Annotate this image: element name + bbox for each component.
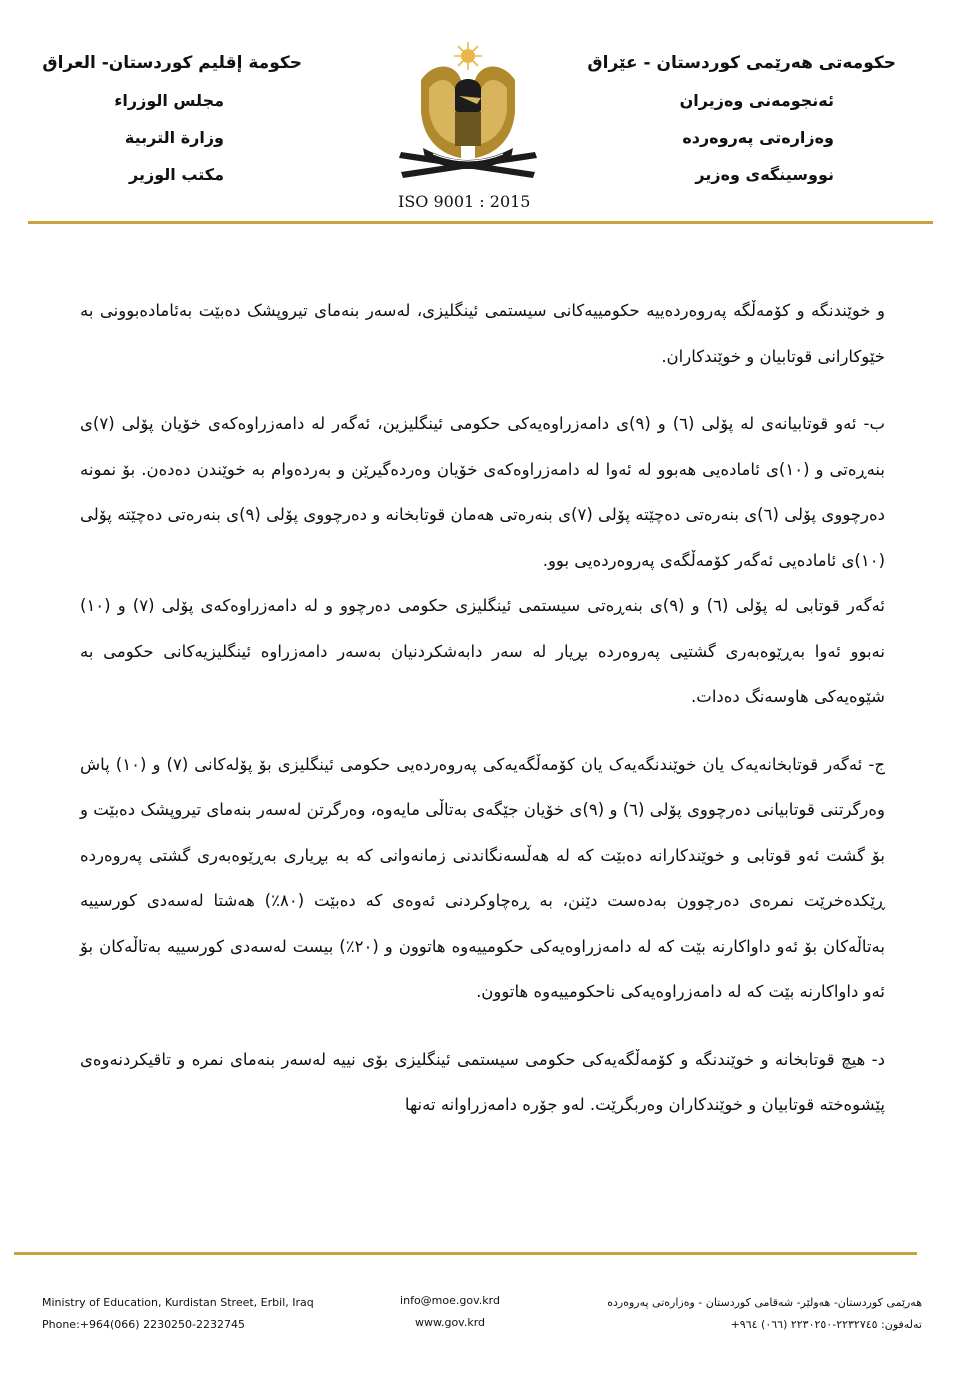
footer-kurdish-phone: تەلەفون: ٢٢٣٢٧٤٥-٢٢٣٠٢٥٠ (٠٦٦) ٩٦٤+ [730, 1318, 922, 1331]
kurdish-ministry-title: وەزارەتی پەروەردە [682, 128, 834, 147]
section-b-continuation-paragraph: ئەگەر قوتابی لە پۆلی (٦) و (٩)ی بنەڕەتی سیستمی ئینگلیزی حکومی دەرچوو و لە دامەزراوەکەی پۆلی (٧) و (١٠) نەبوو ئەوا بەڕێوەبەری گشتیی پەروەردە بڕیار لە سەر دابەشکردنیان بەسەر دامەزراوە ئینگلیزیەکانی حکومی بە شێوەیەکی هاوسەنگ دەدات. [80, 596, 886, 706]
kurdish-letterhead [587, 45, 896, 193]
footer-divider [14, 1252, 917, 1255]
kurdish-office-title: نووسینگەی وەزیر [695, 165, 834, 184]
arabic-ministry-title: وزارة التربية [124, 128, 224, 147]
arabic-letterhead [42, 45, 302, 193]
footer-kurdish-address: هەرێمی کوردستان- هەولێر- شەقامی کوردستان - وەزارەتی پەروەردە [607, 1296, 922, 1309]
arabic-council-title: مجلس الوزراء [114, 91, 224, 110]
kurdish-government-title: حکومەتی هەرێمی کوردستان - عێراق [587, 53, 896, 73]
header-divider [28, 221, 933, 224]
section-d-paragraph: د- هیچ قوتابخانە و خوێندنگە و کۆمەڵگەیەکی حکومی سیستمی ئینگلیزی بۆی نییە لەسەر بنەمای نمرە و تاقیکردنەوەی پێشوەختە قوتابیان و خوێندکاران وەربگرێت. لەو جۆرە دامەزراوانە تەنها [80, 1049, 885, 1114]
footer-website[interactable]: www.gov.krd [414, 1316, 486, 1329]
section-b-paragraph: ب- ئەو قوتابیانەی لە پۆلی (٦) و (٩)ی دامەزراوەیەکی حکومی ئینگلیزین، ئەگەر لە دامەزراوەکەی خۆیان پۆلی (٧)ی بنەڕەتی و (١٠)ی ئامادەیی هەبوو لە ئەوا لە دامەزراوەکەی خۆیان وەردەگیرێن و بەردەوام بە خوێندن دەدەن. بۆ نمونە دەرچووی پۆلی (٦)ی بنەرەتی دەچێتە پۆلی (٧)ی بنەرەتی هەمان قوتابخانە و دەرچووی پۆلی (٩)ی بنەرەتی دەچێتە پۆلی (١٠)ی ئامادەیی ئەگەر کۆمەڵگەی پەروەردەیی بوو. [80, 414, 885, 570]
section-c-paragraph: ج- ئەگەر قوتابخانەیەک یان خوێندنگەیەک یان کۆمەڵگەیەکی پەروەردەیی حکومی ئینگلیزی بۆ پۆلەکانی (٧) و (١٠) پاش وەرگرتنی قوتابیانی دەرچووی پۆلی (٦) و (٩)ی خۆیان جێگەی بەتاڵی مایەوە، وەرگرتن لەسەر بنەمای تیروپشک دەبێت و بۆ گشت ئەو قوتابی و خوێندکارانە دەبێت کە لە هەڵسەنگاندنی زمانەوانی کە بە بڕیاری بەڕێوەبەری گشتی پەروەردە ڕێکدەخرێت نمرەی دەرچوون بەدەست دێنن، بە ڕەچاوکردنی ئەوەی کە دەبێت (٨٠٪) هەشتا لەسەدی کورسییە بەتاڵەکان بۆ ئەو داواکارنە بێت کە لە دامەزراوەیەکی حکومییەوە هاتوون و (٢٠٪) بیست لەسەدی کورسییە بەتاڵەکان بۆ ئەو داواکارنە بێت کە لە دامەزراوەیەکی ناحکومییەوە هاتوون. [80, 754, 885, 1001]
kurdish-council-title: ئەنجومەنی وەزیران [679, 91, 834, 110]
intro-paragraph: و خوێندنگە و کۆمەڵگە پەروەردەییە حکومییەکانی سیستمی ئینگلیزی، لەسەر بنەمای تیروپشک دەبێت بەئامادەبوونی بە خێوکارانی قوتابیان و خوێندکاران. [80, 301, 885, 366]
iso-certification: ISO 9001 : 2015 [398, 192, 531, 211]
footer-english-phone: Phone:+964(066) 2230250-2232745 [42, 1318, 246, 1331]
footer-web-contact [400, 1290, 500, 1334]
arabic-office-title: مكتب الوزير [129, 165, 224, 184]
footer-english-contact [42, 1292, 314, 1336]
footer-english-address: Ministry of Education, Kurdistan Street, Erbil, Iraq [42, 1296, 314, 1309]
footer-kurdish-contact [607, 1292, 922, 1336]
document-body [80, 288, 885, 1150]
kurdistan-emblem-icon [393, 40, 543, 180]
footer-email[interactable]: info@moe.gov.krd [400, 1294, 500, 1307]
arabic-government-title: حكومة إقليم كوردستان- العراق [42, 53, 302, 73]
